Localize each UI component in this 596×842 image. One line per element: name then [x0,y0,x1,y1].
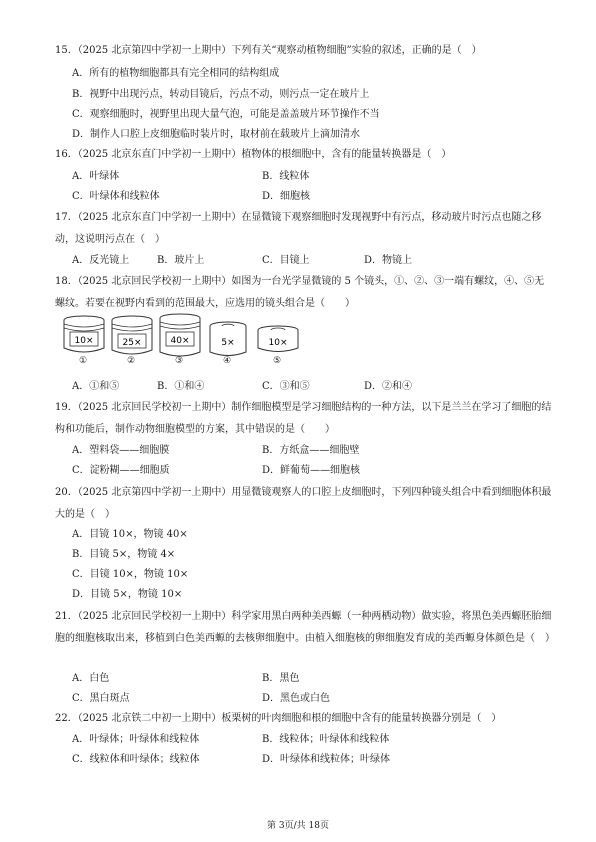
lens-2 [112,316,152,354]
lens-number-1: ① [79,356,88,366]
question-18-option-d: D．②和④ [364,381,413,392]
question-17-stem: 17．（2025 北京东直门中学初一上期中）在显微镜下观察细胞时发现视野中有污点，移动玻片时污点也随之移动，这说明污点在（ ） [55,212,542,245]
question-21-option-b: B．黑色 [262,673,300,684]
question-15-stem: 15．（2025 北京第四中学初一上期中）下列有关“观察动植物细胞”实验的叙述，正确的是（ ） [55,45,482,56]
question-17-option-c: C．目镜上 [262,255,310,266]
page-footer: 第 3页/共 18页 [267,821,329,831]
lens-1 [64,316,104,352]
question-15-option-c: C．观察细胞时，视野里出现大量气泡，可能是盖盖玻片环节操作不当 [72,109,380,120]
lens-3 [160,314,200,356]
question-18-option-a: A．①和⑤ [72,381,120,392]
question-16-option-a: A．叶绿体 [72,171,120,182]
question-20-option-a: A．目镜 10×，物镜 40× [72,529,188,540]
lens-number-2: ② [127,356,136,366]
lens-number-3: ③ [175,356,184,366]
question-18-option-c: C．③和⑤ [262,381,310,392]
question-17-option-d: D．物镜上 [364,255,413,266]
question-19-option-a: A．塑料袋——细胞膜 [72,445,170,456]
question-17-option-b: B．玻片上 [157,255,205,266]
question-16-option-d: D．细胞核 [262,191,311,202]
question-19-option-d: D．鲜葡萄——细胞核 [262,465,361,476]
question-20-option-c: C．目镜 10×，物镜 10× [72,569,189,580]
question-19-stem: 19．（2025 北京回民学校初一上期中）制作细胞模型是学习细胞结构的一种方法，以下是兰兰在学习了细胞的结构和功能后，制作动物细胞模型的方案，其中错误的是（ ） [55,402,552,435]
question-16-option-b: B．线粒体 [262,171,310,182]
lens-5 [258,326,298,352]
question-22-option-a: A．叶绿体；叶绿体和线粒体 [72,734,200,745]
question-17-option-a: A．反光镜上 [72,255,130,266]
question-22-option-d: D．叶绿体和线粒体；叶绿体 [262,754,391,765]
question-18-stem: 18．（2025 北京回民学校初一上期中）如图为一台光学显微镜的 5 个镜头，①、②、③一端有螺纹，④、⑤无螺纹。若要在视野内看到的范围最大，应选用的镜头组合是（ ） [55,276,545,309]
lens-1-label: 10× [74,336,94,346]
question-22-option-c: C．线粒体和叶绿体；线粒体 [72,754,200,765]
question-21-option-c: C．黑白斑点 [72,693,130,704]
lens-number-4: ④ [223,356,232,366]
question-21-option-a: A．白色 [72,673,110,684]
question-20-option-d: D．目镜 5×，物镜 10× [72,589,183,600]
question-22-option-b: B．线粒体；叶绿体和线粒体 [262,734,390,745]
lens-3-label: 40× [170,336,190,346]
question-21-option-d: D．黑色或白色 [262,693,331,704]
question-18-option-b: B．①和④ [157,381,205,392]
question-19-option-b: B．方纸盒——细胞壁 [262,445,360,456]
microscope-lens-figure [62,312,322,368]
question-20-option-b: B．目镜 5×，物镜 4× [72,549,176,560]
question-21-stem: 21．（2025 北京回民学校初一上期中）科学家用黑白两种美西螈（一种两栖动物）做实验，将黑色美西螈胚胎细胞的细胞核取出来，移植到白色美西螈的去核卵细胞中。由植入细胞核的卵细胞发育成的美西螈身体颜色是（ ） [55,611,555,644]
question-19-option-c: C．淀粉糊——细胞质 [72,465,170,476]
question-16-stem: 16．（2025 北京东直门中学初一上期中）植物体的根细胞中，含有的能量转换器是（ ） [55,149,452,160]
lens-2-label: 25× [122,338,142,348]
lens-5-label: 10× [268,338,288,348]
question-22-stem: 22．（2025 北京铁二中初一上期中）板栗树的叶肉细胞和根的细胞中含有的能量转换器分别是（ ） [55,713,502,724]
question-15-option-a: A．所有的植物细胞都具有完全相同的结构组成 [72,68,280,79]
question-16-option-c: C．叶绿体和线粒体 [72,191,160,202]
lens-4 [210,322,246,356]
lens-number-5: ⑤ [273,356,282,366]
lens-4-label: 5× [221,338,235,348]
question-20-stem: 20．（2025 北京第四中学初一上期中）用显微镜观察人的口腔上皮细胞时，下列四种镜头组合中看到细胞体积最大的是（ ） [55,487,552,520]
question-15-option-b: B．视野中出现污点，转动目镜后，污点不动，则污点一定在玻片上 [72,89,370,100]
question-15-option-d: D．制作人口腔上皮细胞临时装片时，取材前在载玻片上滴加清水 [72,129,361,140]
